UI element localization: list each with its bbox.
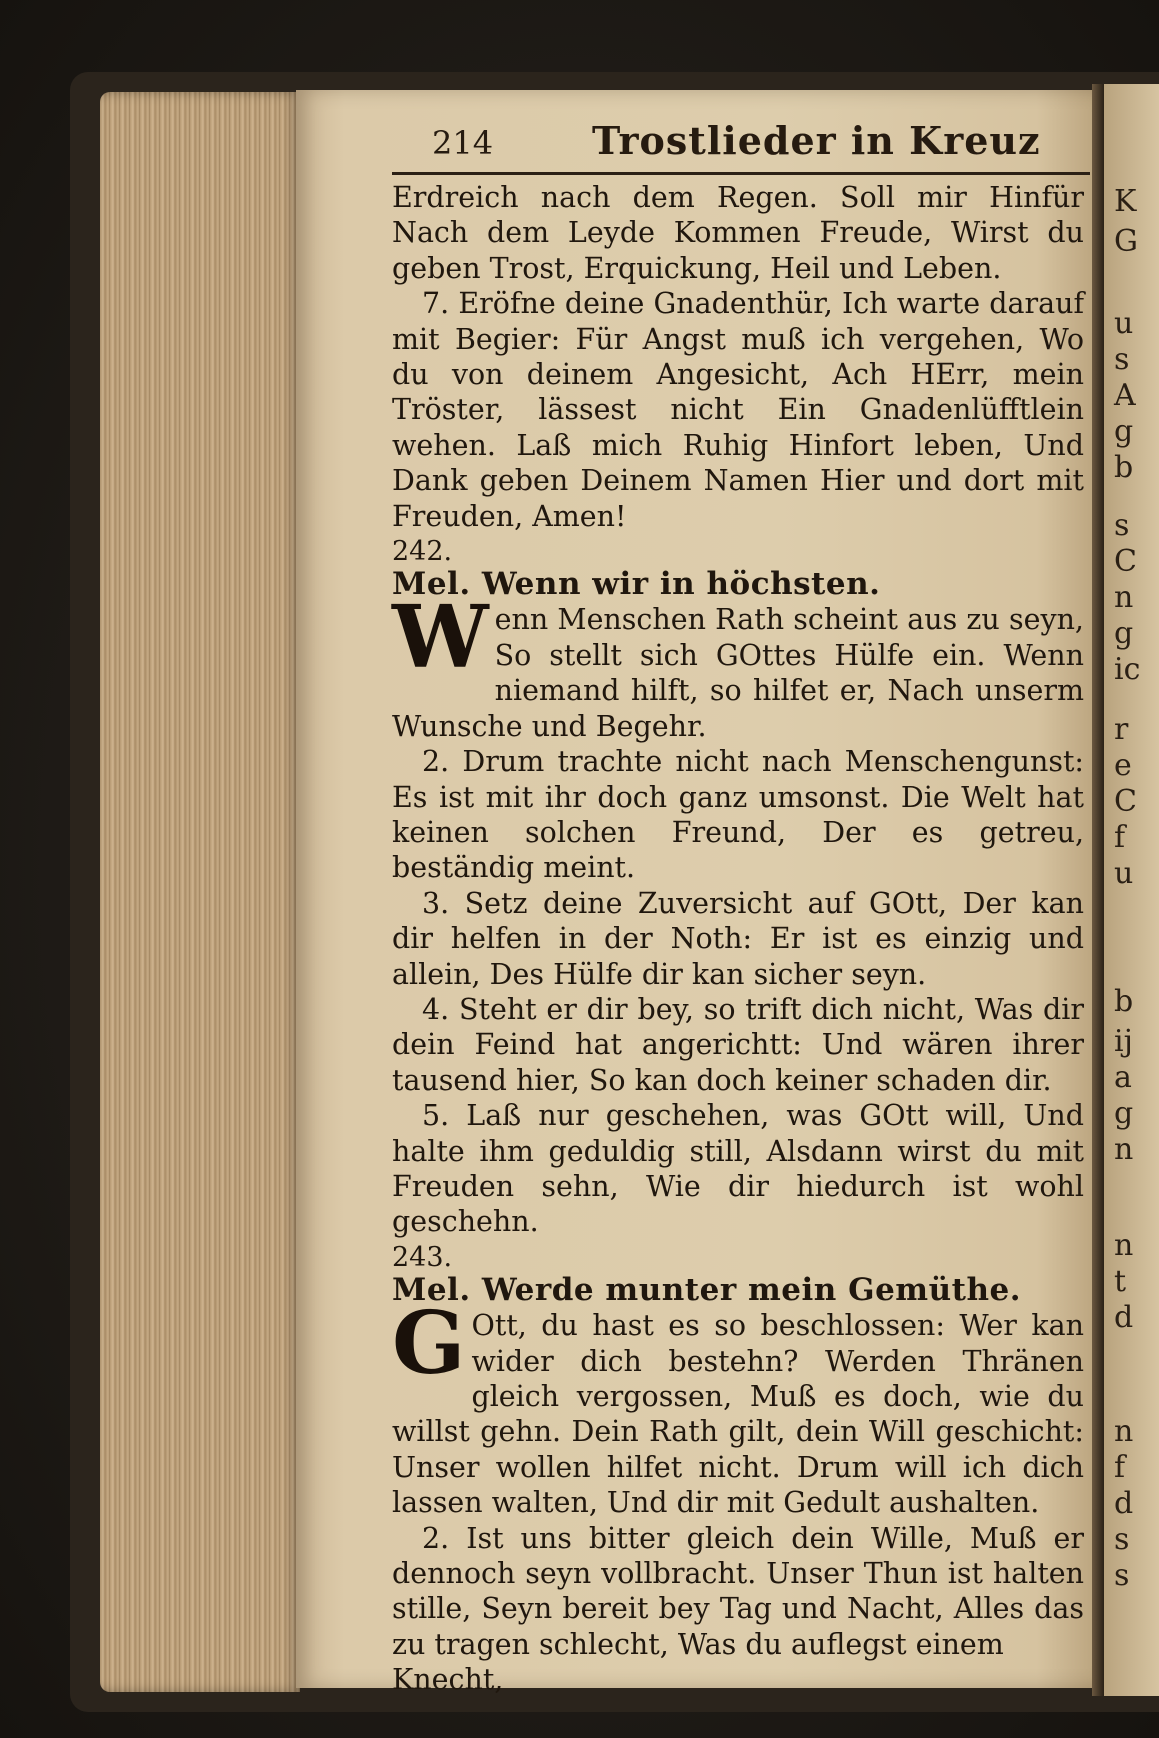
facing-page-fragment: a xyxy=(1114,1060,1132,1095)
facing-page-fragment: G xyxy=(1114,224,1138,259)
facing-page-fragment: K xyxy=(1114,184,1137,219)
facing-page-fragment: A xyxy=(1114,378,1136,413)
facing-page-fragment: g xyxy=(1114,414,1134,449)
stanza-text: Ott, du hast es so beschlossen: Wer kan wider dich bestehn? Werden Thränen gleich vergossen, Muß es doch, wie du willst gehn. Dein Rath gilt, dein Will geschicht: Unser wollen hilfet nicht. Drum will ich dich lassen walten, Und dir mit Gedult aushalten. xyxy=(392,1309,1084,1520)
facing-page-fragment: t xyxy=(1114,1264,1127,1299)
hymn-242-stanza-5: 5. Laß nur geschehen, was GOtt will, Und halte ihm geduldig still, Alsdann wirst du mit Freuden sehn, Wie dir hiedurch ist wohl geschehn. xyxy=(392,1099,1084,1239)
hymn-242-stanza-4: 4. Steht er dir bey, so trift dich nicht, Was dir dein Feind hat angerichtt: Und wären ihrer tausend hier, So kan doch keiner schaden dir. xyxy=(392,992,1084,1097)
facing-page-fragment: n xyxy=(1114,580,1134,615)
book-gutter xyxy=(1092,84,1104,1696)
melody-line-243: Mel. Werde munter mein Gemüthe. xyxy=(392,1271,1022,1308)
melody-line-242: Mel. Wenn wir in höchsten. xyxy=(392,566,881,603)
hymn-number-243: 243. xyxy=(392,1241,453,1273)
facing-page-fragment: n xyxy=(1114,1228,1134,1263)
facing-page-fragment: e xyxy=(1114,748,1132,783)
hymn-242-stanza-3: 3. Setz deine Zuversicht auf GOtt, Der kan dir helfen in der Noth: Er ist es einzig und allein, Des Hülfe dir kan sicher seyn. xyxy=(392,886,1084,991)
facing-page-fragment: n xyxy=(1114,1414,1134,1449)
catchword: Knecht, xyxy=(392,1663,504,1697)
header-rule xyxy=(392,172,1090,175)
hymn-243-stanza-2: 2. Ist uns bitter gleich dein Wille, Muß er dennoch seyn vollbracht. Unser Thun ist halten stille, Seyn bereit bey Tag und Nacht, Alles das zu tragen schlecht, Was du auflegst einem xyxy=(392,1521,1084,1661)
hymn-242-stanza-1 xyxy=(392,587,1084,744)
facing-page-fragment: d xyxy=(1114,1486,1134,1521)
facing-page-fragment: b xyxy=(1114,984,1134,1019)
facing-page-fragment: ij xyxy=(1114,1024,1133,1059)
facing-page xyxy=(1104,84,1159,1696)
facing-page-fragment: s xyxy=(1114,1522,1130,1557)
facing-page-fragment: s xyxy=(1114,1558,1130,1593)
stanza-7: 7. Eröfne deine Gnadenthür, Ich warte darauf mit Begier: Für Angst muß ich vergehen, Wo du von deinem Angesicht, Ach HErr, mein Tröster, lässest nicht Ein Gnadenlüfftlein wehen. Laß mich Ruhig Hinfort leben, Und Dank geben Deinem Namen Hier und dort mit Freuden, Amen! xyxy=(392,287,1084,533)
stanza-continuation: Erdreich nach dem Regen. Soll mir Hinfür Nach dem Leyde Kommen Freude, Wirst du geben Trost, Erquickung, Heil und Leben. xyxy=(392,181,1084,285)
facing-page-fragment: s xyxy=(1114,508,1130,543)
page-edges xyxy=(100,92,300,1692)
facing-page-fragment: s xyxy=(1114,342,1130,377)
facing-page-fragment: ic xyxy=(1114,652,1141,687)
facing-page-fragment: n xyxy=(1114,1132,1134,1167)
facing-page-fragment: d xyxy=(1114,1300,1134,1335)
facing-page-fragment: u xyxy=(1114,306,1134,341)
facing-page-fragment: g xyxy=(1114,616,1134,651)
facing-page-fragment: f xyxy=(1114,820,1126,855)
body-text xyxy=(392,180,1084,1697)
facing-page-fragment: g xyxy=(1114,1096,1134,1131)
dropcap: G xyxy=(392,1293,466,1395)
facing-page-fragment: C xyxy=(1114,784,1137,819)
hymn-242-stanza-2: 2. Drum trachte nicht nach Menschengunst: Es ist mit ihr doch ganz umsonst. Die Welt hat keinen solchen Freund, Der es getreu, beständig meint. xyxy=(392,745,1084,885)
dropcap: W xyxy=(392,587,489,689)
hymn-243-stanza-1 xyxy=(392,1293,1084,1520)
stanza-text: enn Menschen Rath scheint aus zu seyn, So stellt sich GOttes Hülfe ein. Wenn niemand hilft, so hilfet er, Nach unserm Wunsche und Begehr. xyxy=(392,603,1084,743)
page-number: 214 xyxy=(432,124,494,162)
facing-page-fragment: C xyxy=(1114,544,1137,579)
facing-page-fragment: f xyxy=(1114,1450,1126,1485)
facing-page-fragment: u xyxy=(1114,856,1134,891)
page-header xyxy=(432,118,1082,170)
hymn-number-242: 242. xyxy=(392,536,453,568)
facing-page-fragment: r xyxy=(1114,712,1129,747)
facing-page-fragment: b xyxy=(1114,450,1134,485)
running-title: Trostlieder in Kreuz xyxy=(592,118,1041,163)
